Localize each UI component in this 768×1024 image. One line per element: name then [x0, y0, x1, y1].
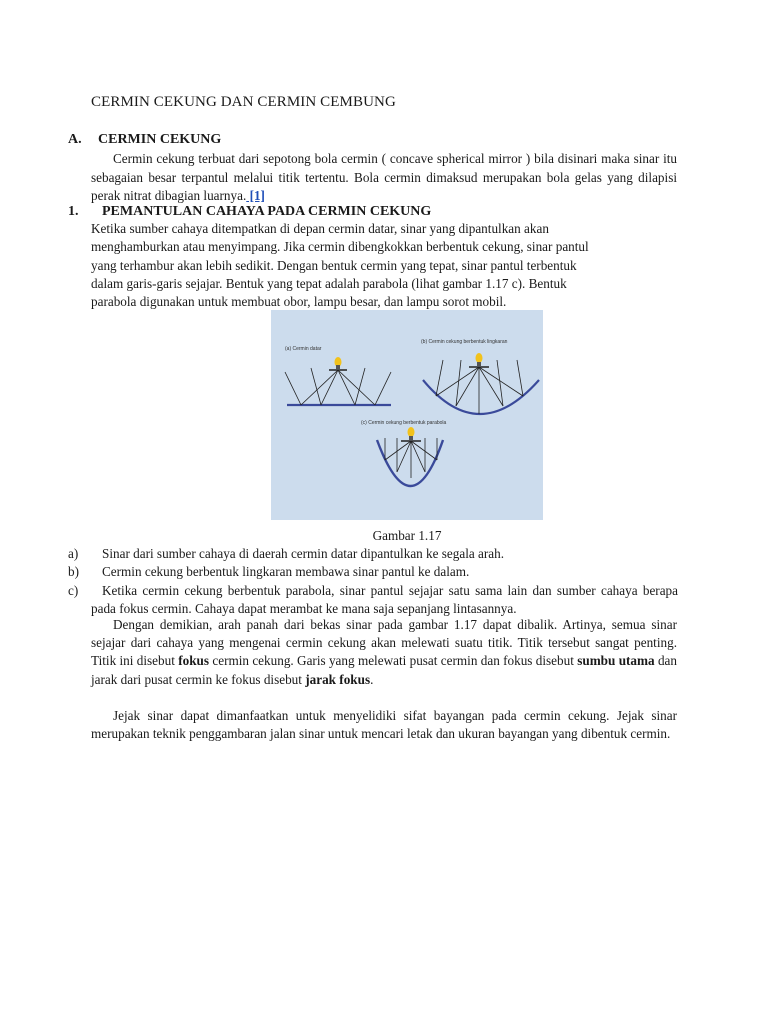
section-1-line: menghamburkan atau menyimpang. Jika cermin dibengkokkan berbentuk cekung, sinar pantul — [91, 239, 589, 255]
section-1-line: yang terhambur akan lebih sedikit. Dengan bentuk cermin yang tepat, sinar pantul terbentuk — [91, 257, 577, 273]
focus-text-2: cermin cekung. Garis yang melewati pusat cermin dan fokus disebut — [209, 653, 578, 669]
section-1-heading — [68, 204, 431, 220]
section-a-title: CERMIN CEKUNG — [98, 132, 222, 147]
list-marker: b) — [68, 564, 79, 580]
section-1-line: dalam garis-garis sejajar. Bentuk yang tepat adalah parabola (lihat gambar 1.17 c). Bentuk — [91, 275, 567, 291]
figure-label-b: (b) Cermin cekung berbentuk lingkaran — [421, 339, 508, 345]
list-marker: a) — [68, 546, 79, 561]
section-1-paragraph — [91, 220, 661, 311]
lamp-icon — [408, 427, 415, 440]
list-item — [68, 582, 678, 619]
section-a-number: A. — [68, 132, 82, 147]
focus-text-1: Dengan demikian, arah panah dari bekas sinar pada gambar 1.17 dapat dibalik. Artinya, semua sinar sejajar dari cahaya yang mengenai cermin cekung akan melewati suatu titik. Titik tersebut sangat penting. Titik ini disebut — [91, 617, 677, 669]
figure-label-c: (c) Cermin cekung berbentuk parabola — [361, 420, 447, 426]
list-item-text: Ketika cermin cekung berbentuk parabola, sinar pantul sejajar satu sama lain dan sumber cahaya berapa pada fokus cermin. Cahaya dapat merambat ke mana saja sepanjang lintasannya. — [91, 582, 678, 616]
parabolic-mirror-diagram — [377, 438, 443, 486]
list-marker: c) — [68, 582, 79, 598]
figure-label-a: (a) Cermin datar — [285, 346, 322, 352]
parabolic-mirror — [377, 440, 443, 486]
section-a-heading — [68, 132, 221, 148]
reference-link[interactable]: [1] — [246, 188, 265, 203]
section-1-number: 1. — [68, 204, 79, 219]
lamp-icon — [335, 357, 342, 369]
list-item-text: Cermin cekung berbentuk lingkaran membawa sinar pantul ke dalam. — [102, 564, 470, 580]
focus-paragraph — [91, 616, 677, 689]
section-1-line: parabola digunakan untuk membuat obor, lampu besar, dan lampu sorot mobil. — [91, 294, 507, 310]
section-a-text: Cermin cekung terbuat dari sepotong bola cermin ( concave spherical mirror ) bila disinari maka sinar itu sebagaian besar terpantul melalui titik tertentu. Bola cermin dimaksud merupakan bola gelas yang dilapisi perak nitrat dibagian luarnya. — [91, 151, 677, 203]
focus-text-3: dan jarak dari pusat cermin ke fokus disebut — [91, 653, 677, 687]
lamp-icon — [476, 353, 483, 366]
list-item — [68, 545, 678, 563]
section-a-paragraph — [91, 150, 677, 206]
list-item — [68, 563, 678, 581]
figure-caption: Gambar 1.17 — [372, 528, 442, 543]
section-1-title: PEMANTULAN CAHAYA PADA CERMIN CEKUNG — [102, 204, 432, 219]
observation-list — [68, 545, 678, 618]
mirror-diagram — [271, 310, 543, 520]
list-item-text: Sinar dari sumber cahaya di daerah cermin datar dipantulkan ke segala arah. — [102, 546, 505, 561]
circular-mirror-diagram — [423, 360, 539, 414]
term-jarak-fokus: jarak fokus — [305, 671, 371, 687]
term-sumbu-utama: sumbu utama — [577, 653, 655, 669]
plane-mirror-diagram — [285, 368, 391, 405]
section-1-line: Ketika sumber cahaya ditempatkan di depan cermin datar, sinar yang dipantulkan akan — [91, 221, 549, 236]
focus-text-4: . — [370, 671, 374, 687]
page-title: CERMIN CEKUNG DAN CERMIN CEMBUNG — [91, 94, 396, 110]
ray-trace-paragraph: Jejak sinar dapat dimanfaatkan untuk menyelidiki sifat bayangan pada cermin cekung. Jejak sinar merupakan teknik penggambaran jalan sinar untuk mencari letak dan ukuran bayangan yang dibentuk cermin. — [91, 708, 677, 742]
circular-mirror — [423, 380, 539, 414]
term-fokus: fokus — [178, 653, 210, 669]
mirror-figure — [271, 310, 543, 520]
